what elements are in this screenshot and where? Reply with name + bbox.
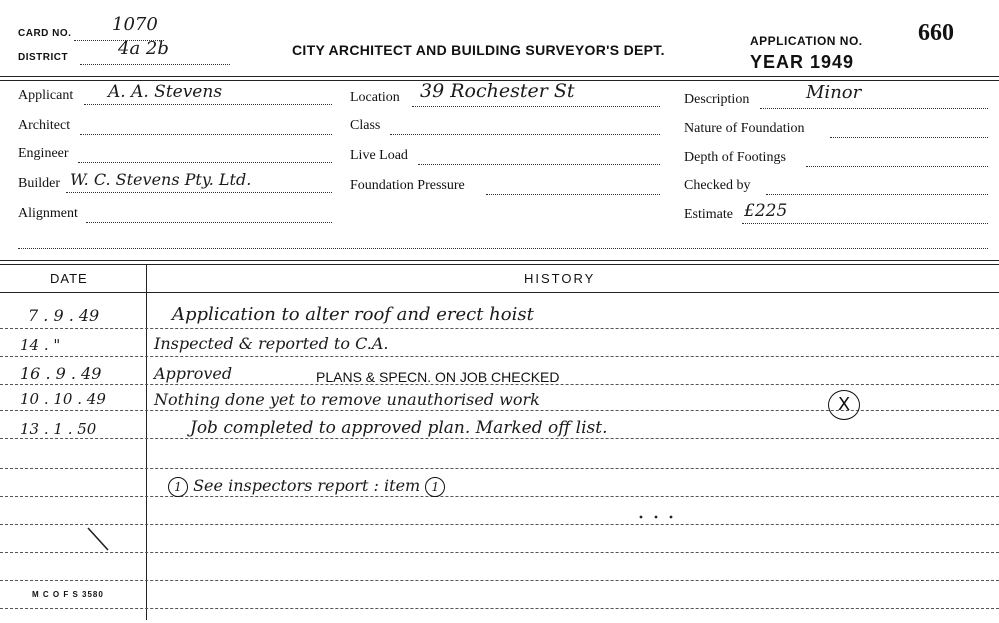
builder-line: [66, 192, 332, 193]
location-label: Location: [350, 90, 400, 105]
engineer-label: Engineer: [18, 146, 69, 161]
district-label: DISTRICT: [18, 52, 69, 63]
live-load-label: Live Load: [350, 148, 408, 163]
architect-label: Architect: [18, 118, 71, 133]
estimate-label: Estimate: [684, 207, 733, 222]
department-title: CITY ARCHITECT AND BUILDING SURVEYOR'S DEPT.: [292, 42, 665, 58]
header-rule-top: [0, 76, 999, 77]
date-header: DATE: [50, 271, 88, 286]
history-ruling: [0, 524, 999, 525]
class-line: [390, 134, 660, 135]
history-rule-top: [0, 260, 999, 261]
card-no-value: 1070: [112, 14, 158, 35]
depth-footings-label: Depth of Footings: [684, 150, 786, 165]
applicant-line: [84, 104, 332, 105]
history-header: HISTORY: [524, 271, 596, 286]
nature-foundation-line: [830, 137, 988, 138]
history-date: 14 . ": [20, 336, 61, 354]
checked-by-label: Checked by: [684, 178, 751, 193]
applicant-label: Applicant: [18, 88, 74, 103]
history-rule-bottom: [0, 264, 999, 265]
history-date: 7 . 9 . 49: [28, 306, 100, 325]
year-label: YEAR 1949: [750, 52, 855, 72]
card-no-label: CARD NO.: [18, 28, 72, 39]
nature-foundation-label: Nature of Foundation: [684, 121, 805, 136]
alignment-line: [86, 222, 332, 223]
applicant-value: A. A. Stevens: [108, 82, 223, 102]
history-ruling: [0, 438, 999, 439]
history-ruling: [0, 552, 999, 553]
estimate-value: £225: [744, 201, 788, 221]
note-text: See inspectors report : item: [193, 476, 421, 495]
history-ruling: [0, 468, 999, 469]
x-mark-icon: X: [828, 390, 860, 420]
history-ruling: [0, 328, 999, 329]
date-column-divider: [146, 264, 147, 620]
pen-dots-icon: [636, 512, 682, 522]
engineer-line: [78, 162, 332, 163]
history-entry: Job completed to approved plan. Marked off list.: [190, 418, 608, 438]
history-ruling: [0, 356, 999, 357]
item-marker-icon: 1: [425, 477, 445, 497]
builder-label: Builder: [18, 176, 60, 191]
location-value: 39 Rochester St: [420, 80, 575, 102]
spare-line: [18, 248, 988, 249]
description-value: Minor: [806, 82, 862, 103]
depth-footings-line: [806, 166, 988, 167]
application-number: 660: [918, 20, 954, 46]
plans-checked-stamp: PLANS & SPECN. ON JOB CHECKED: [316, 369, 560, 385]
history-entry: Inspected & reported to C.A.: [154, 334, 389, 353]
application-label: APPLICATION NO.: [750, 34, 863, 48]
history-ruling: [0, 580, 999, 581]
pen-mark-icon: [86, 526, 110, 552]
estimate-line: [742, 223, 988, 224]
note-marker-icon: 1: [168, 477, 188, 497]
history-ruling: [0, 608, 999, 609]
foundation-pressure-label: Foundation Pressure: [350, 178, 465, 193]
history-date: 13 . 1 . 50: [20, 420, 97, 438]
checked-by-line: [766, 194, 988, 195]
history-entry: Nothing done yet to remove unauthorised work: [154, 390, 540, 409]
history-note: [168, 476, 445, 497]
history-entry: Approved: [154, 364, 233, 383]
description-label: Description: [684, 92, 750, 107]
form-code: M C O F S 3580: [32, 590, 104, 599]
builder-value: W. C. Stevens Pty. Ltd.: [70, 170, 252, 189]
alignment-label: Alignment: [18, 206, 78, 221]
architect-line: [80, 134, 332, 135]
history-ruling: [0, 496, 999, 497]
history-date: 10 . 10 . 49: [20, 390, 106, 408]
district-value: 4a 2b: [118, 38, 169, 59]
district-line: [80, 64, 230, 65]
location-line: [412, 106, 660, 107]
foundation-pressure-line: [486, 194, 660, 195]
class-label: Class: [350, 118, 381, 133]
description-line: [760, 108, 988, 109]
history-entry: Application to alter roof and erect hoist: [172, 304, 534, 325]
live-load-line: [418, 164, 660, 165]
history-header-rule: [0, 292, 999, 293]
history-date: 16 . 9 . 49: [20, 364, 102, 383]
